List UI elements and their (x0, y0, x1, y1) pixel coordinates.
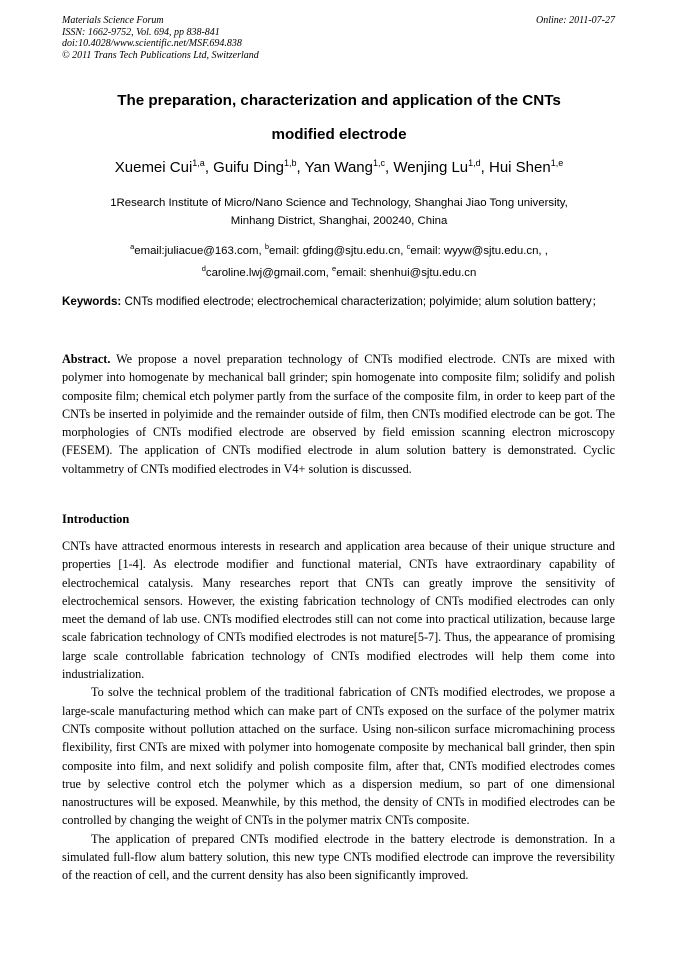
affiliation-line-2: Minhang District, Shanghai, 200240, China (230, 215, 448, 227)
author: Wenjing Lu$^{1,d}$, (393, 158, 489, 176)
paper-title-line-1: The preparation, characterization and application of the CNTs (117, 92, 561, 109)
keywords-text: CNTs modified electrode; electrochemical characterization; polyimide; alum solution battery； (121, 295, 604, 308)
affiliation-line-1: 1Research Institute of Micro/Nano Science and Technology, Shanghai Jiao Tong university, (110, 197, 568, 209)
keywords-label: Keywords: (62, 295, 122, 308)
journal-doi: doi:10.4028/www.scientific.net/MSF.694.838 (62, 38, 242, 49)
author: Guifu Ding$^{1,b}$, (213, 158, 305, 176)
abstract-text: We propose a novel preparation technology of CNTs modified electrode. CNTs are mixed with polymer into homogenate by mechanical ball grinder; spin homogenate into composite film; solidify and polish composite film; chemical etch polymer partly from the surface of the composite film, in order to keep part of the CNTs be inserted in polyimide and the remainder outside of film, then CNTs modified electrode can be got. The morphologies of CNTs modified electrode are observed by field emission scanning electron microscopy (FESEM). The application of CNTs modified electrode in alum solution battery is demonstrated. Cyclic voltammetry of CNTs modified electrodes in V4+ solution is discussed. (62, 352, 615, 476)
journal-header (62, 15, 259, 61)
author: Hui Shen$^{1,e}$ (489, 158, 564, 176)
author: Xuemei Cui$^{1,a}$, (114, 158, 214, 176)
section-heading-introduction: Introduction (62, 512, 130, 526)
paragraph: CNTs have attracted enormous interests in research and application area because of their unique structure and properties [1-4]. As electrode modifier and functional material, CNTs have extraordinary capability of electrochemical catalysis. Many researches report that CNTs can greatly improve the sensitivity of electrochemical sensors. However, the existing fabrication technology of CNTs modified electrodes can only meet the demand of lab use. CNTs modified electrodes still can not come into practical utilization, because large scale fabrication technology of CNTs modified electrodes is not mature[5-7]. Thus, the appearance of promising large scale controllable fabrication technology of CNTs modified electrodes will help them come into industrialization. (62, 539, 615, 682)
paper-title-line-2: modified electrode (271, 126, 407, 143)
paragraph: The application of prepared CNTs modified electrode in the battery electrode is demonstration. In a simulated full-flow alum battery solution, this new type CNTs modified electrode can improve the reversibility of the reaction of cell, and the current density has also been significantly improved. (62, 831, 615, 883)
journal-name: Materials Science Forum (62, 15, 164, 26)
online-date: Online: 2011-07-27 (536, 15, 615, 26)
paragraph: To solve the technical problem of the traditional fabrication of CNTs modified electrodes, we propose a large-scale manufacturing method which can make part of CNTs exposed on the surface of the polymer matrix CNTs composite without pollution attached on the surface. Using non-silicon surface micromachining process flexibility, first CNTs are mixed with polymer into homogenate composite by mechanical ball grinder, then spin composite into film, and next solidify and polish composite film, after that, CNTs modified electrodes comes true by selective control etch the polymer which as a dispersion medium, so part of one dimensional nanostructures will be exposed. Meanwhile, by this method, the density of CNTs in modified electrodes can be controlled by changing the weight of CNTs in the polymer matrix CNTs composite. (62, 685, 615, 828)
author: Yan Wang$^{1,c}$, (304, 158, 394, 176)
journal-copyright: © 2011 Trans Tech Publications Ltd, Switzerland (62, 49, 259, 61)
emails-line-1: $^a$email:juliacue@163.com, $^b$email: gfding@sjtu.edu.cn, $^c$email: wyyw@sjtu.edu.cn, , (130, 242, 548, 257)
emails-line-2: $^d$caroline.lwj@gmail.com, $^e$email: shenhui@sjtu.edu.cn (201, 264, 477, 279)
journal-issn: ISSN: 1662-9752, Vol. 694, pp 838-841 (62, 26, 220, 38)
keywords (62, 293, 615, 310)
author-emails (62, 238, 616, 282)
author-list (62, 158, 616, 176)
affiliation (62, 194, 616, 230)
abstract (62, 350, 615, 478)
abstract-label: Abstract. (62, 352, 111, 366)
introduction-body (62, 537, 615, 885)
